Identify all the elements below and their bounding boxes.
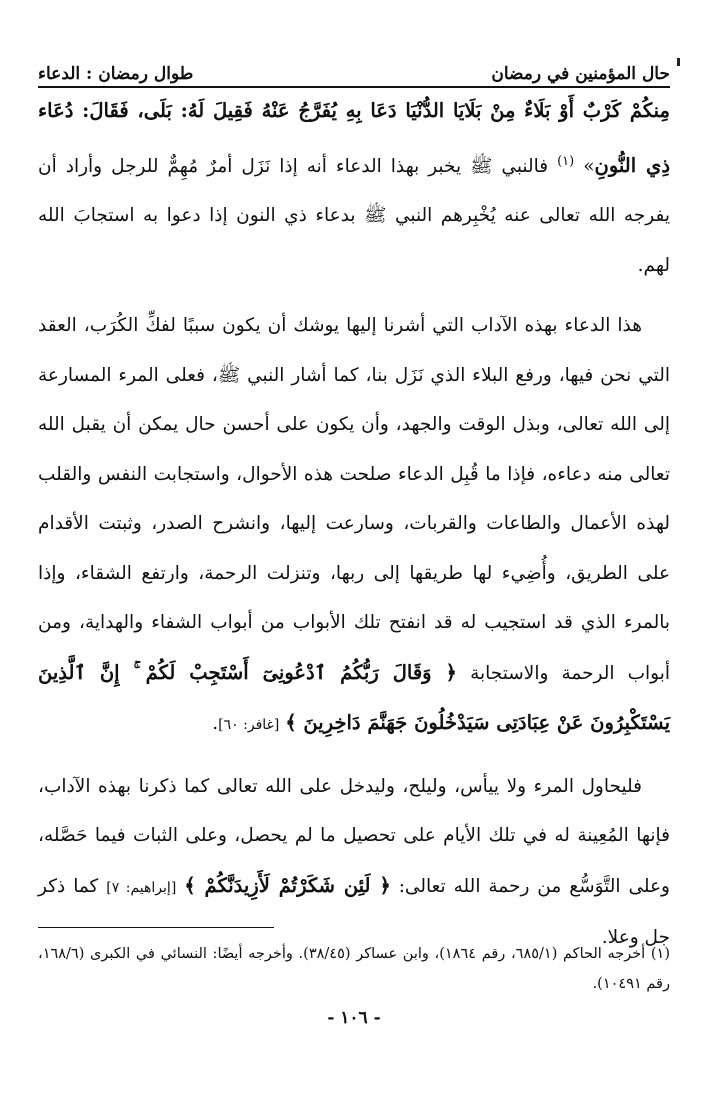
paragraph-hadith-end <box>38 86 670 290</box>
verse-reference: [إبراهيم: ٧] <box>106 879 177 896</box>
footnote-separator <box>38 927 274 928</box>
hadith-commentary-end: الله تعالى عنه يُخْبِرهم النبي ﷺ بدعاء ذي النون إذا دعوا به استجابَ الله لهم. <box>38 205 670 276</box>
paragraph-text: هذا الدعاء بهذه الآداب التي أشرنا إليها يوشك أن يكون سببًا لفكِّ الكُرَب، العقد التي نحن فيها، ورفع البلاء الذي نَزَل بنا، كما أشار النبي ﷺ، فعلى المرء المسارعة إلى الله تعالى، وبذل الوقت والجهد، وأن يكون على أحسن حال يمكن أن يقبل الله تعالى منه دعاءه، فإذا ما قُبِل الدعاء صلحت هذه الأحوال، واستجابت النفس والقلب لهذه الأعمال والطاعات والقربات، وسارعت إليها، وانشرح الصدر، وثبتت الأقدام على الطريق، وأُضِيء لها طريقها إلى ربها، وتنزلت الرحمة، وارتفع الشقاء، وإذا بالمرء الذي قد استجيب له قد انفتح تلك الأبواب من أبواب الشفاء والهداية، ومن أبواب الرحمة والاستجابة <box>38 315 670 684</box>
hadith-commentary: فالنبي ﷺ يخبر بهذا الدعاء أنه إذا نَزَل أمرٌ مُهِمٌّ للرجل وأراد أن يفرجه <box>38 155 670 227</box>
footnote: (١) أخرجه الحاكم (٦٨٥/١، رقم ١٨٦٤)، وابن عساكر (٣٨/٤٥). وأخرجه أيضًا: النسائي في الكبرى (١٦٨/٦، رقم ١٠٤٩١). <box>38 946 670 992</box>
paragraph-dua-adab <box>38 301 670 751</box>
running-header <box>38 56 670 88</box>
quote-close-mark: » <box>574 155 595 177</box>
book-page <box>38 0 670 1094</box>
margin-mark <box>677 58 680 66</box>
page-number: - ١٠٦ - <box>327 1008 381 1028</box>
sentence-end: . <box>212 713 219 735</box>
page-body <box>38 86 670 963</box>
hadith-quote-end: ذِي النُّونِ <box>594 153 671 177</box>
header-chapter-title: طوال رمضان : الدعاء <box>38 64 194 84</box>
paragraph-persistence <box>38 762 670 963</box>
closing-phrase: كما ذكر جل وعلا. <box>38 875 670 949</box>
quran-verse-ibrahim: ﴿ لَئِن شَكَرْتُمْ لَأَزِيدَنَّكُمْ ﴾ <box>184 873 391 897</box>
hadith-quote: مِنكُمْ كَرْبٌ أَوْ بَلَاءٌ مِنْ بَلَايَا الدُّنْيَا دَعَا بِهِ يُفَرَّجُ عَنْهُ فَقِيلَ لَهُ: بَلَى، فَقَالَ: دُعَاء <box>38 99 670 122</box>
quran-verse-ghafir: ﴿ وَقَالَ رَبُّكُمُ ٱدْعُونِىٓ أَسْتَجِبْ لَكُمْ ۚ إِنَّ ٱلَّذِينَ يَسْتَكْبِرُونَ عَنْ عِبَادَتِى سَيَدْخُلُونَ جَهَنَّمَ دَاخِرِينَ ﴾ <box>38 660 670 735</box>
verse-reference: [غافر: ٦٠] <box>218 717 280 734</box>
footnote-marker: (١) <box>557 153 575 169</box>
paragraph-text: فليحاول المرء ولا ييأس، وليلح، وليدخل على الله تعالى كما ذكرنا بهذه الآداب، فإنها المُعِينة له في تلك الأيام على تحصيل ما لم يحصل، وعلى الثبات فيما حَصَّله، وعلى التَّوَسُّع من رحمة الله تعالى: <box>38 775 670 897</box>
header-book-title: حال المؤمنين في رمضان <box>491 64 670 84</box>
